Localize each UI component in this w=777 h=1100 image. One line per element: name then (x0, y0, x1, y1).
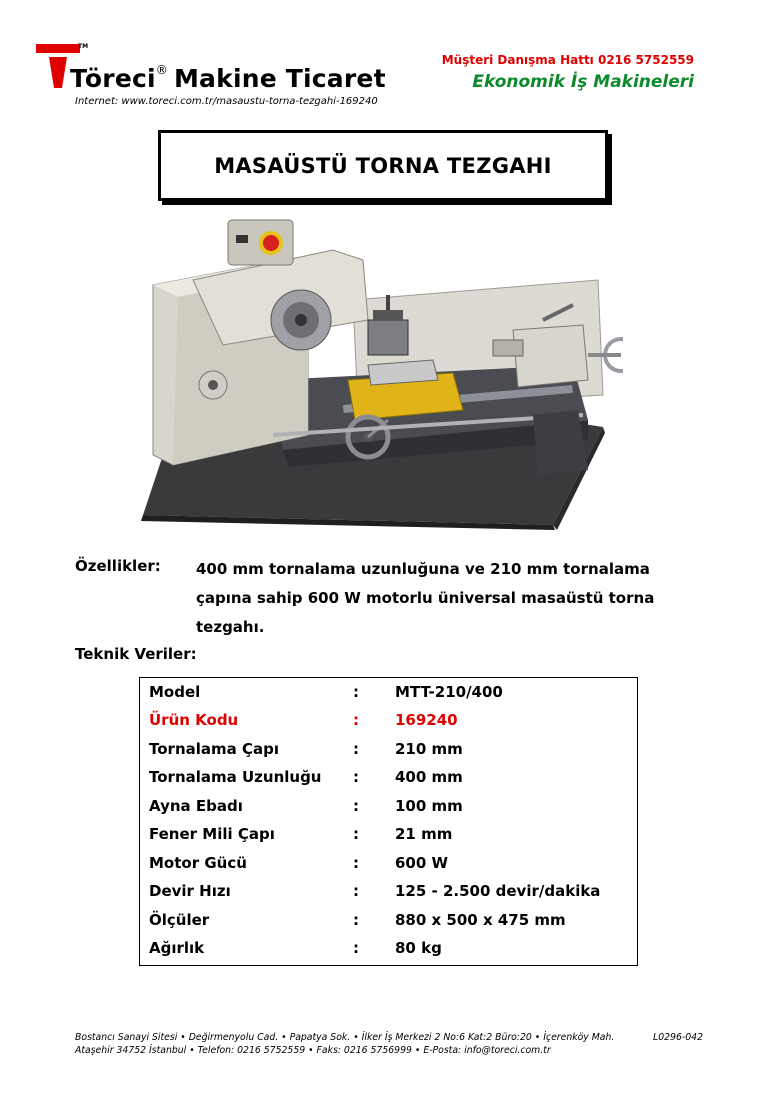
brand-name[interactable] (70, 64, 386, 93)
spec-sep: : (353, 939, 359, 957)
footer-line-2: Ataşehir 34752 İstanbul • Telefon: 0216 5752559 • Faks: 0216 5756999 • E-Posta: info@toreci.com.tr (75, 1045, 551, 1056)
spec-value: 880 x 500 x 475 mm (395, 911, 566, 929)
spec-value: 100 mm (395, 797, 463, 815)
spec-value: 210 mm (395, 740, 463, 758)
spec-sep: : (353, 797, 359, 815)
spec-sep: : (353, 882, 359, 900)
spec-value: 600 W (395, 854, 449, 872)
spec-value: MTT-210/400 (395, 683, 503, 701)
page-title-box (158, 130, 608, 201)
spec-key: Ölçüler (149, 911, 210, 929)
footer-line-1: Bostancı Sanayi Sitesi • Değirmenyolu Cad. • Papatya Sok. • İlker İş Merkezi 2 No:6 Kat:2 Büro:20 • İçerenköy Mah. (75, 1032, 615, 1043)
lathe-machine-image (133, 205, 623, 530)
page-title: MASAÜSTÜ TORNA TEZGAHI (214, 153, 552, 178)
slogan: Ekonomik İş Makineleri (472, 72, 694, 92)
spec-value: 169240 (395, 711, 458, 729)
brand-name-rest: Makine Ticaret (173, 64, 386, 93)
footer-address (75, 1031, 715, 1057)
spec-value: 125 - 2.500 devir/dakika (395, 882, 601, 900)
spec-key: Tornalama Uzunluğu (149, 768, 322, 786)
spec-value: 21 mm (395, 825, 453, 843)
spec-key: Model (149, 683, 201, 701)
spec-key: Ağırlık (149, 939, 205, 957)
features-label: Özellikler: (75, 557, 161, 575)
spec-key: Ayna Ebadı (149, 797, 243, 815)
spec-sep: : (353, 740, 359, 758)
registered-mark: ® (155, 62, 168, 77)
features-line: çapına sahip 600 W motorlu üniversal masaüstü torna (196, 589, 655, 607)
technical-data-label: Teknik Veriler: (75, 645, 197, 663)
spec-key: Fener Mili Çapı (149, 825, 275, 843)
spec-sep: : (353, 825, 359, 843)
spec-value: 80 kg (395, 939, 442, 957)
spec-key: Tornalama Çapı (149, 740, 279, 758)
features-line: 400 mm tornalama uzunluğuna ve 210 mm tornalama (196, 560, 650, 578)
brand-name-main: Töreci (70, 64, 156, 93)
spec-sep: : (353, 711, 359, 729)
internet-url[interactable]: Internet: www.toreci.com.tr/masaustu-torna-tezgahi-169240 (75, 96, 378, 107)
features-line: tezgahı. (196, 618, 265, 636)
spec-key: Ürün Kodu (149, 711, 239, 729)
spec-sep: : (353, 683, 359, 701)
spec-key: Motor Gücü (149, 854, 247, 872)
customer-hotline: Müşteri Danışma Hattı 0216 5752559 (441, 53, 694, 67)
trademark-mark: TM (78, 43, 89, 50)
spec-sep: : (353, 854, 359, 872)
features-description (196, 555, 696, 642)
spec-sep: : (353, 768, 359, 786)
spec-value: 400 mm (395, 768, 463, 786)
spec-sep: : (353, 911, 359, 929)
spec-key: Devir Hızı (149, 882, 231, 900)
spec-table (139, 677, 638, 966)
document-code: L0296-042 (653, 1032, 703, 1043)
